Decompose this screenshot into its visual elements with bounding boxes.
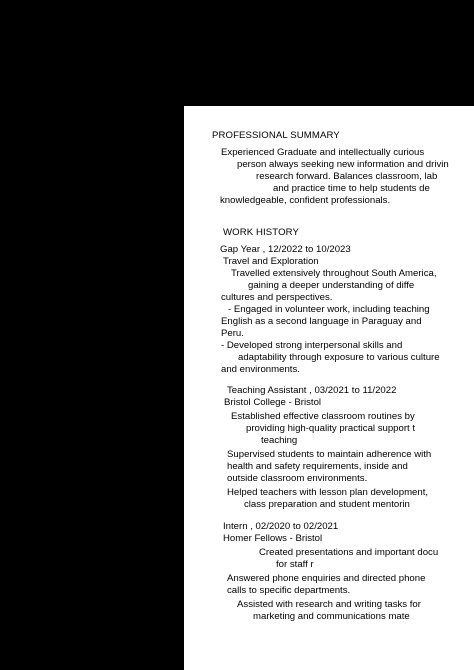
job-title-line: Gap Year , 12/2022 to 10/2023 xyxy=(220,244,351,255)
job-detail-line: teaching xyxy=(261,435,298,446)
job-detail-line: gaining a deeper understanding of diffe xyxy=(248,280,415,291)
summary-line: and practice time to help students de xyxy=(273,183,430,194)
job-detail-line: marketing and communications mate xyxy=(253,611,410,622)
job-detail-line: Travelled extensively throughout South America, xyxy=(231,268,437,279)
job-detail-line: Peru. xyxy=(221,328,244,339)
job-detail-line: - Developed strong interpersonal skills and xyxy=(221,340,403,351)
job-detail-line: class preparation and student mentorin xyxy=(244,499,410,510)
job-detail-line: cultures and perspectives. xyxy=(221,292,333,303)
job-detail-line: outside classroom environments. xyxy=(227,473,368,484)
job-detail-line: providing high-quality practical support t xyxy=(246,423,416,434)
job-detail-line: health and safety requirements, inside and xyxy=(227,461,408,472)
job-detail-line: - Engaged in volunteer work, including teaching xyxy=(228,304,430,315)
summary-line: research forward. Balances classroom, lab xyxy=(256,171,438,182)
job-detail-line: Established effective classroom routines by xyxy=(231,411,415,422)
job-detail-line: for staff r xyxy=(276,559,314,570)
job-org-line: Travel and Exploration xyxy=(223,256,319,267)
job-org-line: Homer Fellows - Bristol xyxy=(223,533,323,544)
job-detail-line: adaptability through exposure to various culture xyxy=(238,352,440,363)
job-detail-line: and environments. xyxy=(221,364,300,375)
summary-line: Experienced Graduate and intellectually curious xyxy=(221,147,425,158)
job-detail-line: calls to specific departments. xyxy=(227,585,351,596)
job-org-line: Bristol College - Bristol xyxy=(224,397,322,408)
job-title-line: Teaching Assistant , 03/2021 to 11/2022 xyxy=(227,385,397,396)
job-detail-line: Created presentations and important docu xyxy=(259,547,439,558)
summary-line: person always seeking new information and drivin xyxy=(237,159,449,170)
resume-page xyxy=(184,106,474,670)
job-detail-line: Answered phone enquiries and directed phone xyxy=(227,573,426,584)
job-detail-line: Assisted with research and writing tasks for xyxy=(237,599,421,610)
job-detail-line: Helped teachers with lesson plan development, xyxy=(227,487,429,498)
professional-summary-heading: PROFESSIONAL SUMMARY xyxy=(212,130,340,141)
job-detail-line: Supervised students to maintain adherence with xyxy=(227,449,432,460)
work-history-heading: WORK HISTORY xyxy=(223,227,300,238)
job-detail-line: English as a second language in Paraguay and xyxy=(221,316,422,327)
job-title-line: Intern , 02/2020 to 02/2021 xyxy=(223,521,339,532)
summary-line: knowledgeable, confident professionals. xyxy=(220,195,391,206)
